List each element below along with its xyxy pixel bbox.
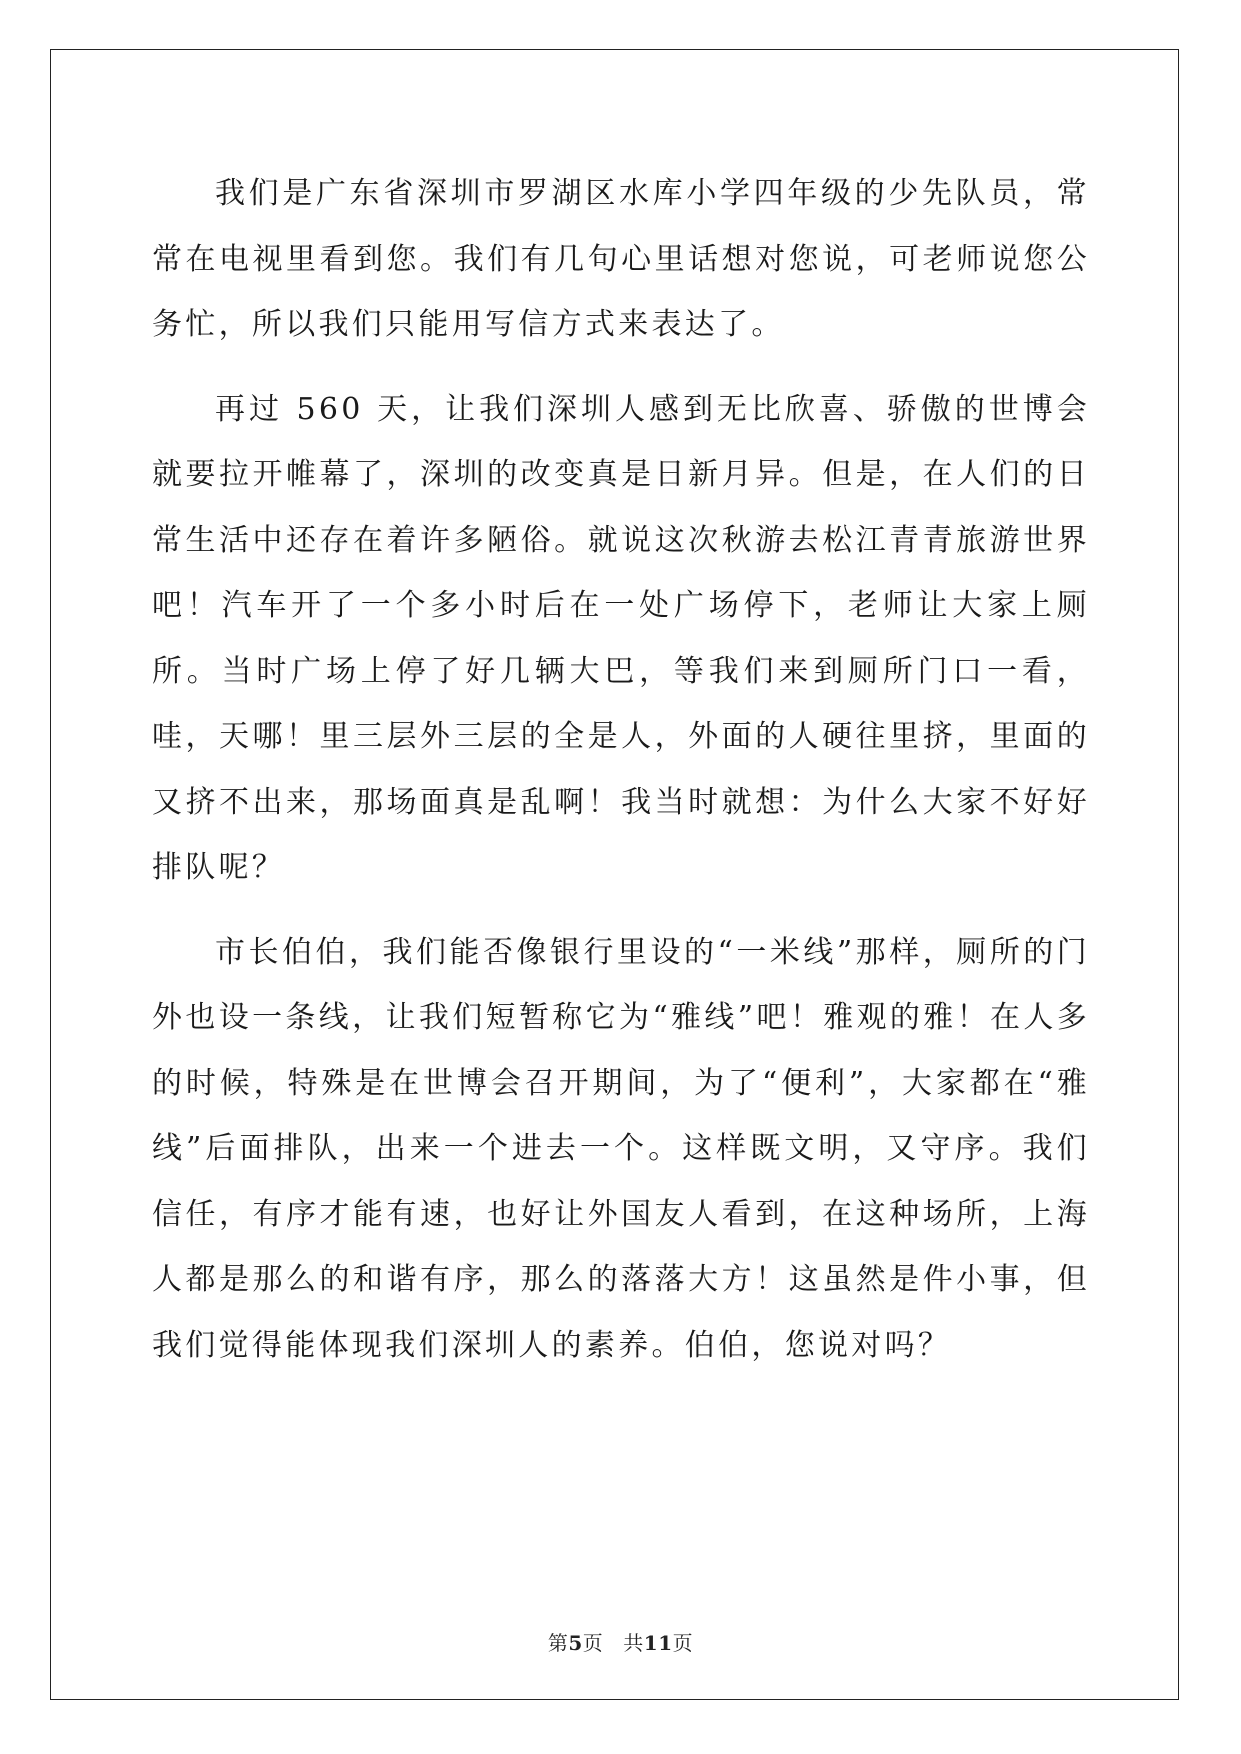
footer-prefix: 第: [547, 1631, 569, 1655]
footer-total-prefix: 共: [623, 1631, 644, 1655]
current-page-number: 5: [568, 1631, 583, 1655]
page-footer: [0, 1627, 1241, 1656]
paragraph-1: 我们是广东省深圳市罗湖区水库小学四年级的少先队员，常常在电视里看到您。我们有几句心里话想对您说，可老师说您公务忙，所以我们只能用写信方式来表达了。: [152, 176, 1090, 342]
document-body: [152, 161, 1090, 1397]
paragraph-3: 市长伯伯，我们能否像银行里设的“一米线”那样，厕所的门外也设一条线，让我们短暂称它为“雅线”吧！雅观的雅！在人多的时候，特殊是在世博会召开期间，为了“便利”，大家都在“雅线”后面排队，出来一个进去一个。这样既文明，又守序。我们信任，有序才能有速，也好让外国友人看到，在这种场所，上海人都是那么的和谐有序，那么的落落大方！这虽然是件小事，但我们觉得能体现我们深圳人的素养。伯伯，您说对吗？: [152, 934, 1090, 1363]
footer-total-unit: 页: [672, 1631, 694, 1655]
paragraph-2: 再过 560 天，让我们深圳人感到无比欣喜、骄傲的世博会就要拉开帷幕了，深圳的改变真是日新月异。但是，在人们的日常生活中还存在着许多陋俗。就说这次秋游去松江青青旅游世界吧！汽车开了一个多小时后在一处广场停下，老师让大家上厕所。当时广场上停了好几辆大巴，等我们来到厕所门口一看，哇，天哪！里三层外三层的全是人，外面的人硬往里挤，里面的又挤不出来，那场面真是乱啊！我当时就想：为什么大家不好好排队呢？: [152, 391, 1090, 885]
footer-page-unit: 页: [582, 1631, 604, 1655]
total-pages-number: 11: [643, 1631, 673, 1655]
